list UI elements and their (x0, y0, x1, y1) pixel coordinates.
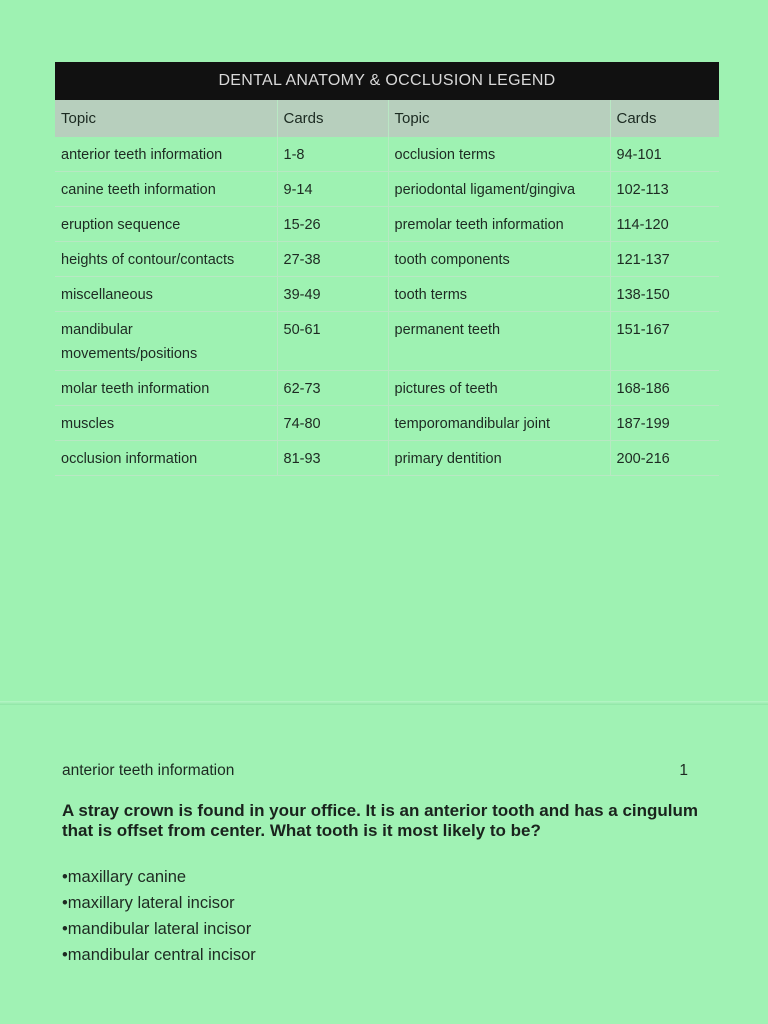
legend-row (55, 277, 719, 312)
column-header-cards: Cards (277, 100, 388, 137)
legend-row (55, 172, 719, 207)
cards-cell: 121-137 (610, 242, 719, 277)
legend-row (55, 207, 719, 242)
topic-cell: eruption sequence (55, 207, 277, 242)
column-header-cards: Cards (610, 100, 719, 137)
answer-option: • mandibular central incisor (62, 942, 256, 968)
cards-cell: 151-167 (610, 312, 719, 371)
card-number: 1 (679, 762, 688, 779)
card-header (62, 762, 688, 786)
topic-cell: tooth terms (388, 277, 610, 312)
cards-cell: 94-101 (610, 137, 719, 172)
legend-row (55, 371, 719, 406)
legend-row (55, 406, 719, 441)
topic-cell: miscellaneous (55, 277, 277, 312)
legend-row (55, 312, 719, 371)
cards-cell: 62-73 (277, 371, 388, 406)
cards-cell: 200-216 (610, 441, 719, 476)
legend-row (55, 242, 719, 277)
card-topic: anterior teeth information (62, 762, 235, 779)
legend-header-row (55, 100, 719, 137)
topic-cell: tooth components (388, 242, 610, 277)
topic-cell: temporomandibular joint (388, 406, 610, 441)
cards-cell: 74-80 (277, 406, 388, 441)
topic-cell: primary dentition (388, 441, 610, 476)
cards-cell: 9-14 (277, 172, 388, 207)
cards-cell: 39-49 (277, 277, 388, 312)
topic-cell: mandibular movements/positions (55, 312, 277, 371)
cards-cell: 50-61 (277, 312, 388, 371)
answer-option: • mandibular lateral incisor (62, 916, 256, 942)
topic-cell: occlusion terms (388, 137, 610, 172)
answer-option: • maxillary canine (62, 864, 256, 890)
topic-cell: heights of contour/contacts (55, 242, 277, 277)
topic-cell: premolar teeth information (388, 207, 610, 242)
cards-cell: 114-120 (610, 207, 719, 242)
legend-row (55, 137, 719, 172)
cards-cell: 102-113 (610, 172, 719, 207)
topic-cell: periodontal ligament/gingiva (388, 172, 610, 207)
card-question: A stray crown is found in your office. It is an anterior tooth and has a cingulum that is offset from center. What tooth is it most likely to be? (62, 801, 698, 840)
legend-table (55, 100, 719, 476)
column-header-topic: Topic (55, 100, 277, 137)
topic-cell: canine teeth information (55, 172, 277, 207)
legend-title: DENTAL ANATOMY & OCCLUSION LEGEND (55, 62, 719, 100)
cards-cell: 81-93 (277, 441, 388, 476)
topic-cell: muscles (55, 406, 277, 441)
column-header-topic: Topic (388, 100, 610, 137)
cards-cell: 15-26 (277, 207, 388, 242)
answer-option: • maxillary lateral incisor (62, 890, 256, 916)
topic-cell: molar teeth information (55, 371, 277, 406)
cards-cell: 138-150 (610, 277, 719, 312)
legend-rows (55, 137, 719, 476)
topic-cell: permanent teeth (388, 312, 610, 371)
topic-cell: occlusion information (55, 441, 277, 476)
cards-cell: 27-38 (277, 242, 388, 277)
legend-table-container (55, 62, 719, 476)
cards-cell: 187-199 (610, 406, 719, 441)
topic-cell: pictures of teeth (388, 371, 610, 406)
cards-cell: 168-186 (610, 371, 719, 406)
cards-cell: 1-8 (277, 137, 388, 172)
topic-cell: anterior teeth information (55, 137, 277, 172)
answer-options (62, 864, 256, 968)
legend-row (55, 441, 719, 476)
